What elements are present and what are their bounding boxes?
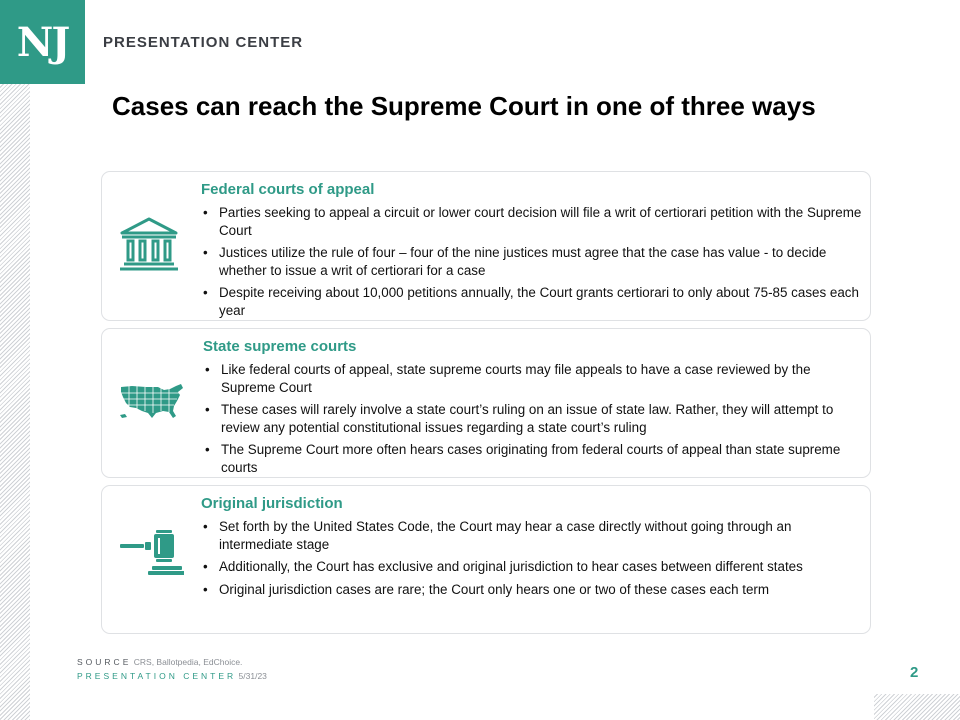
card-heading: Federal courts of appeal [201,181,375,198]
page-number: 2 [910,664,919,681]
card-federal-courts [101,171,871,321]
presentation-center-label: PRESENTATION CENTER [77,671,237,681]
card-heading: Original jurisdiction [201,495,343,512]
bullet-item: • These cases will rarely involve a state court’s ruling on an issue of state law. Rather, they will attempt to review any potential constitutional issues regarding a state court’s ruling [203,401,865,436]
bullet-item: • Additionally, the Court has exclusive and original jurisdiction to hear cases between different states [201,558,863,576]
us-map-icon [118,381,186,426]
bullet-item: • The Supreme Court more often hears cases originating from federal courts of appeal than state supreme courts [203,441,865,476]
bullet-list [203,361,865,481]
bullet-item: • Despite receiving about 10,000 petitions annually, the Court grants certiorari to only about 75-85 cases each year [201,284,863,319]
footer-source [77,657,242,667]
card-heading: State supreme courts [203,338,357,355]
decorative-stripes-bottom-right [874,694,960,720]
bullet-item: • Justices utilize the rule of four – four of the nine justices must agree that the case has value - to decide whether to issue a writ of certiorari for a case [201,244,863,279]
footer-date: 5/31/23 [238,671,267,681]
footer-presentation-center [77,671,267,681]
source-label: SOURCE [77,657,132,667]
decorative-stripes-left [0,84,30,720]
bullet-list [201,518,863,603]
slide-title: Cases can reach the Supreme Court in one of three ways [112,91,816,121]
brand-title: PRESENTATION CENTER [103,34,304,51]
source-text: CRS, Ballotpedia, EdChoice. [133,657,243,667]
bullet-item: • Set forth by the United States Code, the Court may hear a case directly without going through an intermediate stage [201,518,863,553]
nj-logo: NJ [0,0,85,84]
bullet-item: • Parties seeking to appeal a circuit or lower court decision will file a writ of certiorari petition with the Supreme Court [201,204,863,239]
courthouse-icon [118,216,180,277]
card-state-supreme-courts [101,328,871,478]
gavel-icon [118,530,184,581]
bullet-list [201,204,863,324]
card-original-jurisdiction [101,485,871,634]
bullet-item: • Original jurisdiction cases are rare; the Court only hears one or two of these cases each term [201,581,863,599]
bullet-item: • Like federal courts of appeal, state supreme courts may file appeals to have a case reviewed by the Supreme Court [203,361,865,396]
